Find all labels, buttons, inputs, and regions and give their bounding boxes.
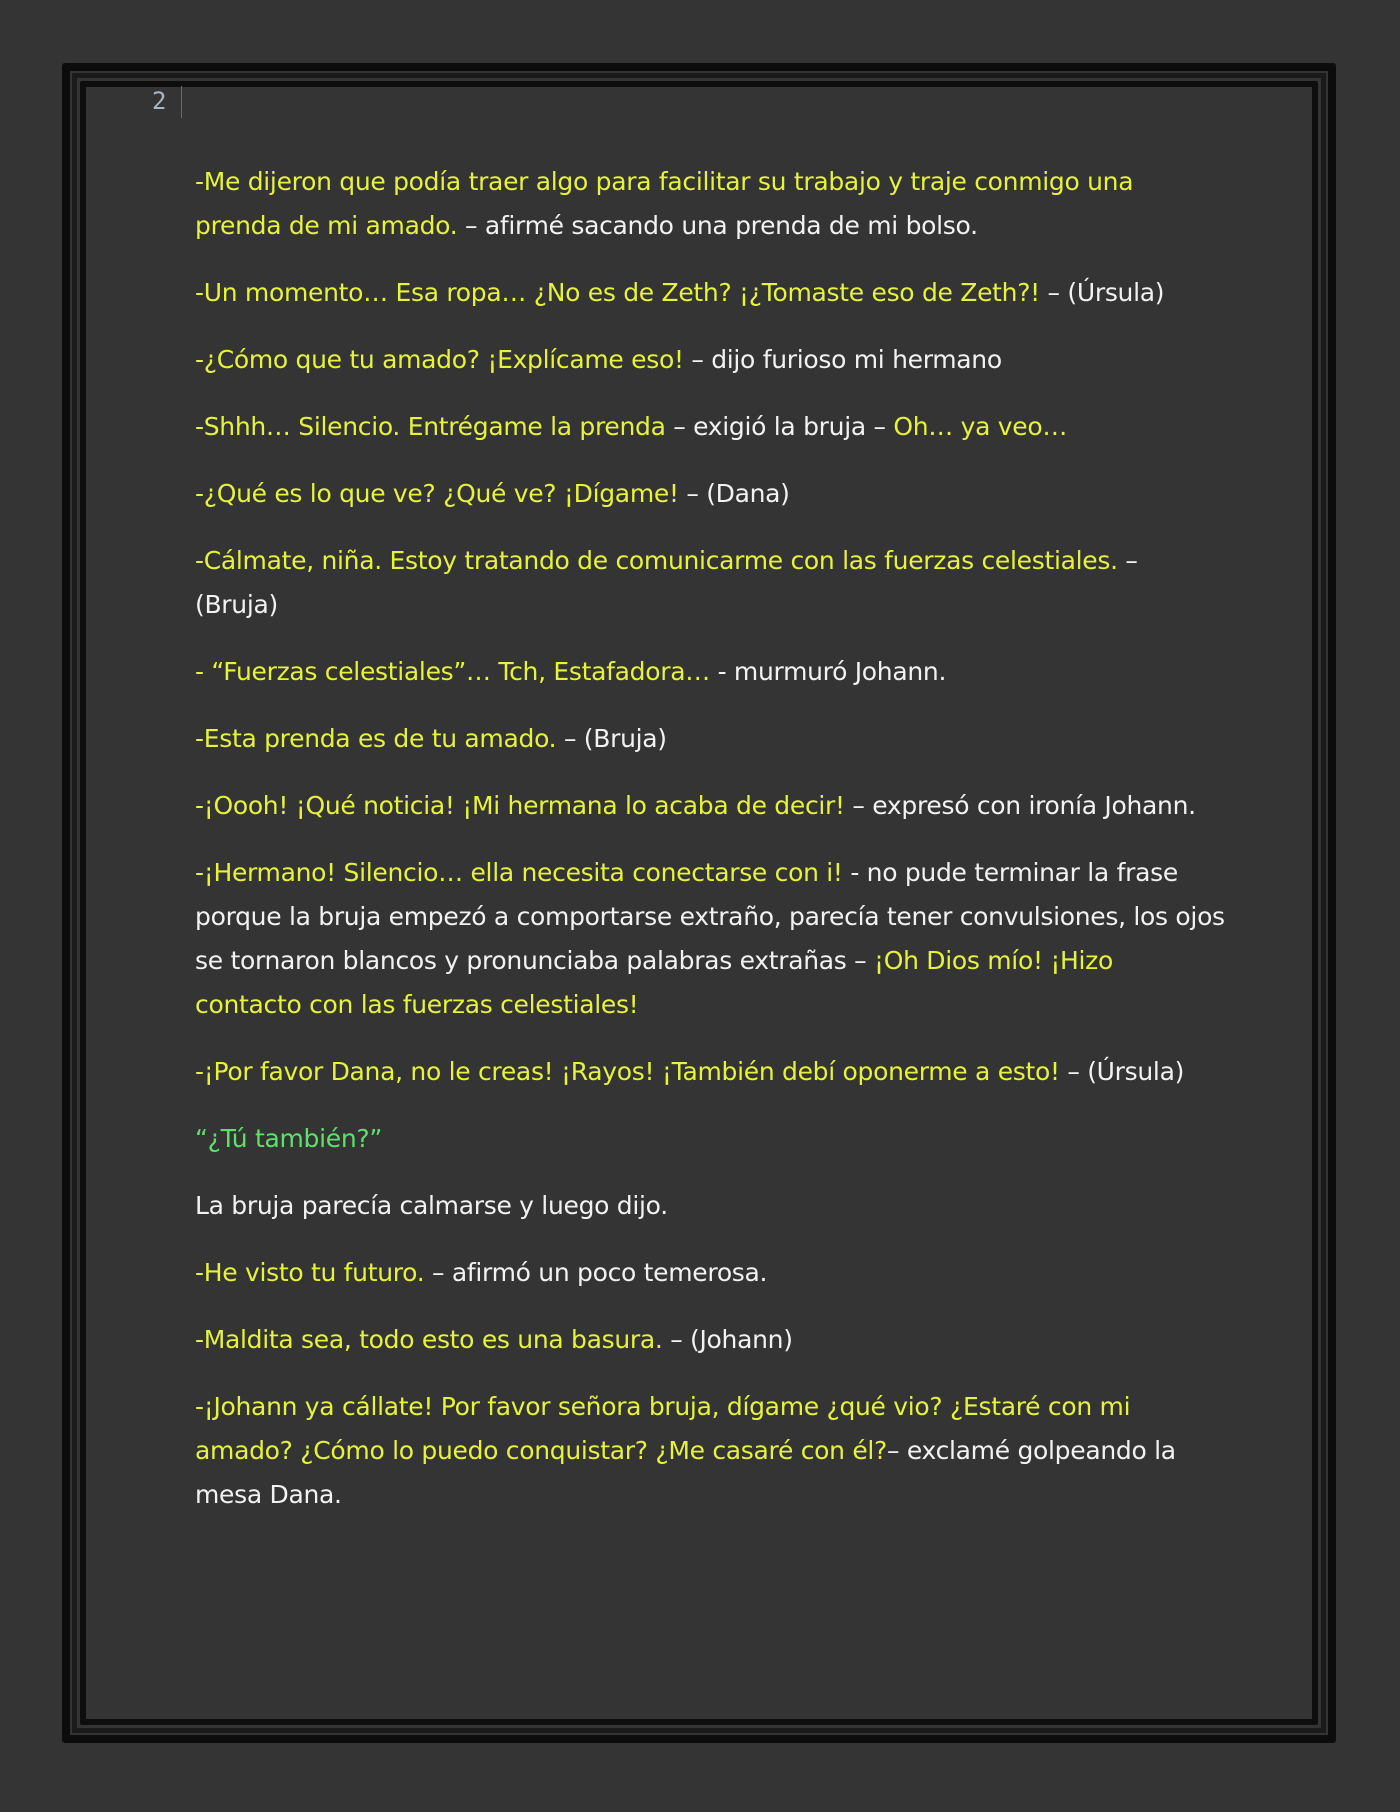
paragraph: [195, 472, 1225, 516]
paragraph: [195, 1385, 1225, 1517]
dialogue-text: Oh… ya veo…: [893, 412, 1068, 441]
dialogue-text: -Maldita sea, todo esto es una basura.: [195, 1325, 671, 1354]
narration-text: – afirmé sacando una prenda de mi bolso.: [465, 211, 978, 240]
dialogue-text: -¿Qué es lo que ve? ¿Qué ve? ¡Dígame!: [195, 479, 687, 508]
paragraph: [195, 271, 1225, 315]
narration-text: – expresó con ironía Johann.: [852, 791, 1196, 820]
dialogue-text: -Shhh… Silencio. Entrégame la prenda: [195, 412, 674, 441]
narration-text: – (Bruja): [563, 724, 667, 753]
dialogue-text: -¡Hermano! Silencio… ella necesita conectarse con i!: [195, 858, 851, 887]
narration-text: – (Dana): [686, 479, 790, 508]
page-number: 2: [152, 87, 167, 115]
dialogue-text: -Me dijeron que podía traer algo para facilitar su trabajo y traje conmigo una prenda de mi amado.: [195, 167, 1134, 240]
dialogue-text: -¡Oooh! ¡Qué noticia! ¡Mi hermana lo acaba de decir!: [195, 791, 853, 820]
dialogue-text: -¡Por favor Dana, no le creas! ¡Rayos! ¡También debí oponerme a esto!: [195, 1057, 1068, 1086]
dialogue-text: -Un momento… Esa ropa… ¿No es de Zeth? ¡¿Tomaste eso de Zeth?!: [195, 278, 1048, 307]
dialogue-text: -He visto tu futuro.: [195, 1258, 433, 1287]
narration-text: – (Úrsula): [1067, 1057, 1185, 1086]
narration-text: - no pude terminar la frase porque la bruja empezó a comportarse extraño, parecía tener convulsiones, los ojos se tornaron blancos y pronunciaba palabras extrañas –: [195, 858, 1225, 975]
narration-text: – (Úrsula): [1047, 278, 1165, 307]
document-body: [195, 160, 1225, 1540]
paragraph: [195, 405, 1225, 449]
narration-text: – (Johann): [670, 1325, 793, 1354]
paragraph: [195, 851, 1225, 1027]
dialogue-text: -¡Johann ya cállate! Por favor señora bruja, dígame ¿qué vio? ¿Estaré con mi amado? ¿Cómo lo puedo conquistar? ¿Me casaré con él?: [195, 1392, 1131, 1465]
dialogue-text: -Cálmate, niña. Estoy tratando de comunicarme con las fuerzas celestiales.: [195, 546, 1126, 575]
dialogue-text: -Esta prenda es de tu amado.: [195, 724, 564, 753]
dialogue-text: - “Fuerzas celestiales”… Tch, Estafadora…: [195, 657, 718, 686]
narration-text: – dijo furioso mi hermano: [691, 345, 1002, 374]
paragraph: [195, 1318, 1225, 1362]
paragraph: [195, 1117, 1225, 1161]
paragraph: [195, 650, 1225, 694]
page-number-divider: [181, 86, 182, 118]
narration-text: – (Bruja): [195, 546, 1138, 619]
narration-text: – exclamé golpeando la mesa Dana.: [195, 1436, 1176, 1509]
dialogue-text: ¡Oh Dios mío! ¡Hizo contacto con las fuerzas celestiales!: [195, 946, 1114, 1019]
dialogue-text: -¿Cómo que tu amado? ¡Explícame eso!: [195, 345, 692, 374]
paragraph: [195, 717, 1225, 761]
narration-text: - murmuró Johann.: [717, 657, 947, 686]
paragraph: [195, 160, 1225, 248]
paragraph: [195, 1050, 1225, 1094]
narration-text: – afirmó un poco temerosa.: [432, 1258, 768, 1287]
paragraph: [195, 539, 1225, 627]
paragraph: [195, 784, 1225, 828]
paragraph: [195, 1184, 1225, 1228]
paragraph: [195, 1251, 1225, 1295]
narration-text: La bruja parecía calmarse y luego dijo.: [195, 1191, 668, 1220]
narration-text: – exigió la bruja –: [673, 412, 894, 441]
thought-text: “¿Tú también?”: [195, 1124, 383, 1153]
paragraph: [195, 338, 1225, 382]
